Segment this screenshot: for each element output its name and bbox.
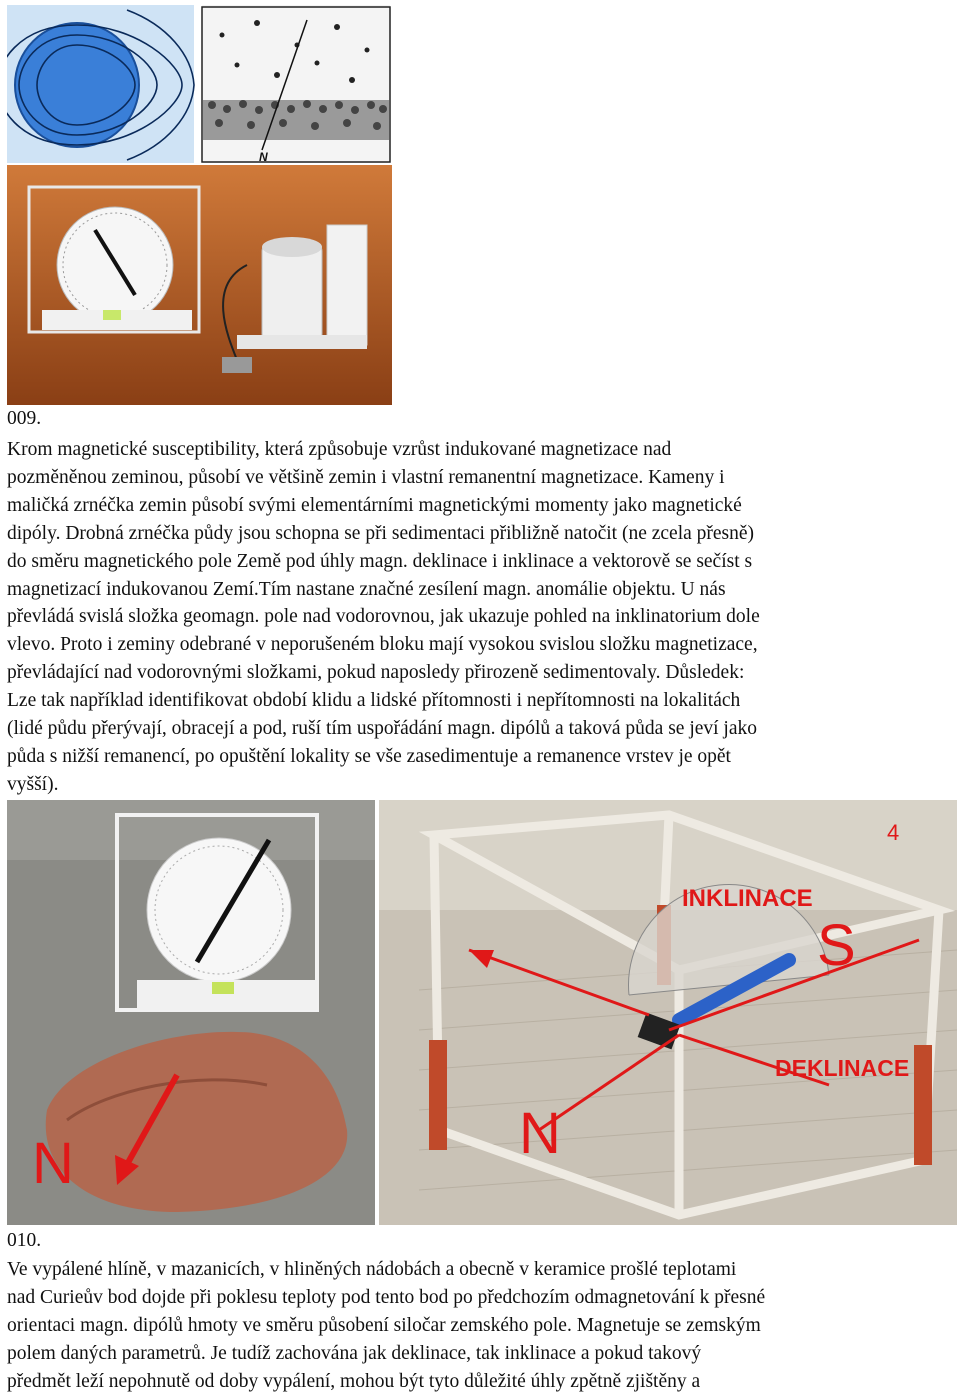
paragraph-line: Lze tak například identifikovat období klidu a lidské přítomnosti i nepřítomnosti na lokalitách	[7, 690, 741, 712]
label-south: S	[817, 913, 856, 978]
paragraph-line: Ve vypálené hlíně, v mazanicích, v hliněných nádobách a obecně v keramice prošlé teplotami	[7, 1259, 737, 1280]
photo-inclination-declination	[379, 800, 957, 1225]
paragraph-line: půda s nižší remanencí, po opuštění lokality se vše zasedimentuje a remanence vrstev je opět	[7, 745, 731, 767]
paragraph-line: převládající nad vodorovnými složkami, pokud naposledy přirozeně sedimentovaly. Důsledek:	[7, 662, 745, 684]
paragraph-line: polem daných parametrů. Je tudíž zachována jak deklinace, tak inklinace a pokud takový	[7, 1342, 702, 1364]
paragraph-line: (lidé půdu přerývají, obracejí a pod, ruší tím uspořádání magn. dipólů a taková půda se jeví jako	[7, 718, 758, 740]
earth-field-and-sediment-diagram	[7, 5, 392, 163]
paragraph-line: převládá svislá složka geomagn. pole nad vodorovnou, jak ukazuje pohled na inklinatorium dole	[7, 606, 760, 628]
frame-photo	[379, 800, 957, 1225]
paragraph-line: pozměněnou zeminou, působí ve většině zemin i vlastní remanentní magnetizace. Kameny i	[7, 466, 725, 488]
paragraph-line: orientaci magn. dipólů hmoty ve směru působení siločar zemského pole. Magnetuje se zemským	[7, 1314, 761, 1336]
section-number-010: 010.	[7, 1230, 42, 1251]
paragraph-line: Krom magnetické susceptibility, která způsobuje vzrůst indukované magnetizace nad	[7, 439, 672, 460]
paragraph-line: vlevo. Proto i zeminy odebrané v neporušeném bloku mají vysokou svislou složku magnetizace,	[7, 634, 758, 656]
paragraph-line: vyšší).	[7, 773, 59, 795]
paragraph-line: předmět leží nepohnutě od doby vypálení, mohou být tyto důležité úhly zpětně zjištěny a	[7, 1370, 701, 1392]
figure-magnetic-field	[7, 5, 392, 163]
paragraph-line: maličká zrnéčka zemin působí svými elementárními magnetickými momenty jako magnetické	[7, 494, 742, 516]
inclinatorium-photo	[7, 165, 392, 405]
paragraph-line: dipóly. Drobná zrnéčka půdy jsou schopna se při sedimentaci přibližně natočit (ne zcela přesně)	[7, 522, 755, 544]
paragraph-line: do směru magnetického pole Země pod úhly magn. deklinace i inklinace a vektorově se sečíst s	[7, 550, 753, 572]
north-label-rock: N	[32, 1131, 74, 1196]
label-photo-number: 4	[887, 820, 900, 845]
paragraph-line: nad Curieův bod dojde při poklesu teploty pod tento bod po předchozím odmagnetování k přesné	[7, 1286, 766, 1308]
section-010-paragraph	[7, 1256, 957, 1396]
section-009-paragraph	[7, 436, 957, 799]
photo-instruments-table	[7, 165, 392, 405]
north-label-top: N	[259, 150, 268, 163]
section-number-009: 009.	[7, 408, 42, 429]
label-north: N	[519, 1101, 561, 1166]
photo-rock-inclinatorium	[7, 800, 375, 1225]
paragraph-line: magnetizací indukovanou Zemí.Tím nastane značné zesílení magn. anomálie objektu. U nás	[7, 578, 726, 600]
label-deklinace: DEKLINACE	[775, 1055, 910, 1081]
label-inklinace: INKLINACE	[682, 885, 813, 912]
